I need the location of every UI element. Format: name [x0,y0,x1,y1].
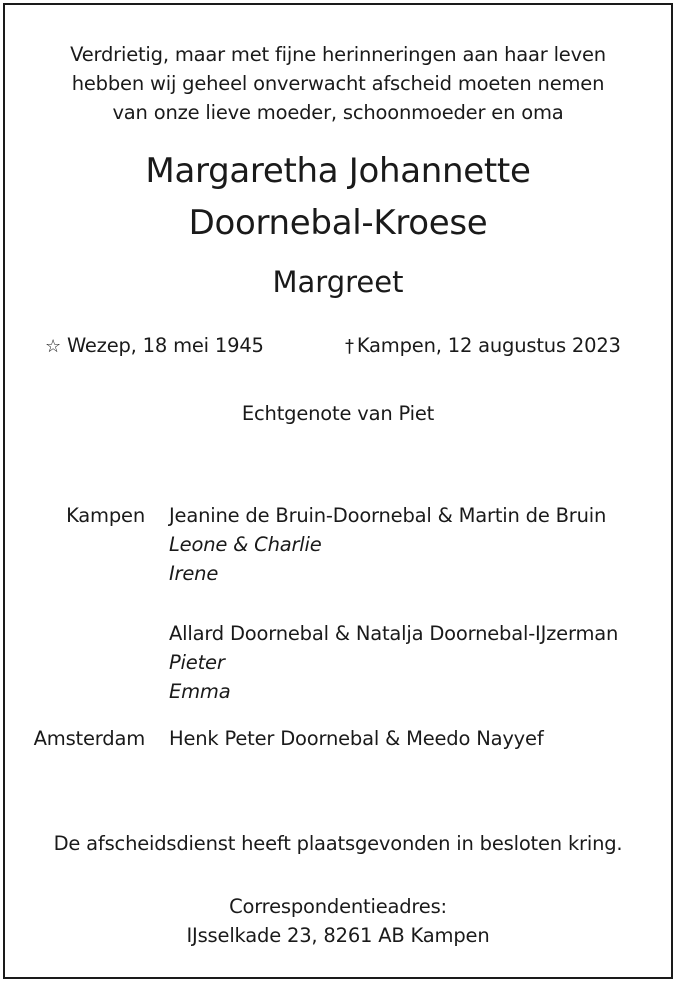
grandchildren-1-b: Irene [169,562,219,585]
death-notice-card [3,3,673,979]
intro-line-2: hebben wij geheel onverwacht afscheid moeten nemen [71,72,605,95]
intro-line-1: Verdrietig, maar met fijne herinneringen aan haar leven [70,43,606,66]
deceased-name-line-1: Margaretha Johannette [145,151,531,191]
cross-icon: † [345,336,354,357]
family-place-kampen: Kampen [66,504,145,527]
grandchildren-2-a: Pieter [169,651,225,674]
correspondence-label: Correspondentieadres: [229,895,447,918]
intro-line-3: van onze lieve moeder, schoonmoeder en oma [112,101,564,124]
birth-info [45,332,264,361]
grandchildren-1-a: Leone & Charlie [169,533,322,556]
service-line: De afscheidsdienst heeft plaatsgevonden in besloten kring. [53,832,623,855]
grandchildren-2-b: Emma [169,680,231,703]
family-couple-1: Jeanine de Bruin-Doornebal & Martin de Bruin [169,504,607,527]
death-text: Kampen, 12 augustus 2023 [356,334,621,357]
family-couple-3: Henk Peter Doornebal & Meedo Nayyef [169,727,544,750]
birth-text: Wezep, 18 mei 1945 [66,334,264,357]
star-icon: ☆ [45,336,61,357]
correspondence-address: IJsselkade 23, 8261 AB Kampen [186,924,490,947]
spouse-line: Echtgenote van Piet [241,402,435,425]
family-place-amsterdam: Amsterdam [33,727,145,750]
deceased-name-line-2: Doornebal-Kroese [188,203,488,243]
death-info [345,332,621,361]
family-couple-2: Allard Doornebal & Natalja Doornebal-IJzerman [169,622,619,645]
deceased-roepnaam: Margreet [272,265,404,299]
